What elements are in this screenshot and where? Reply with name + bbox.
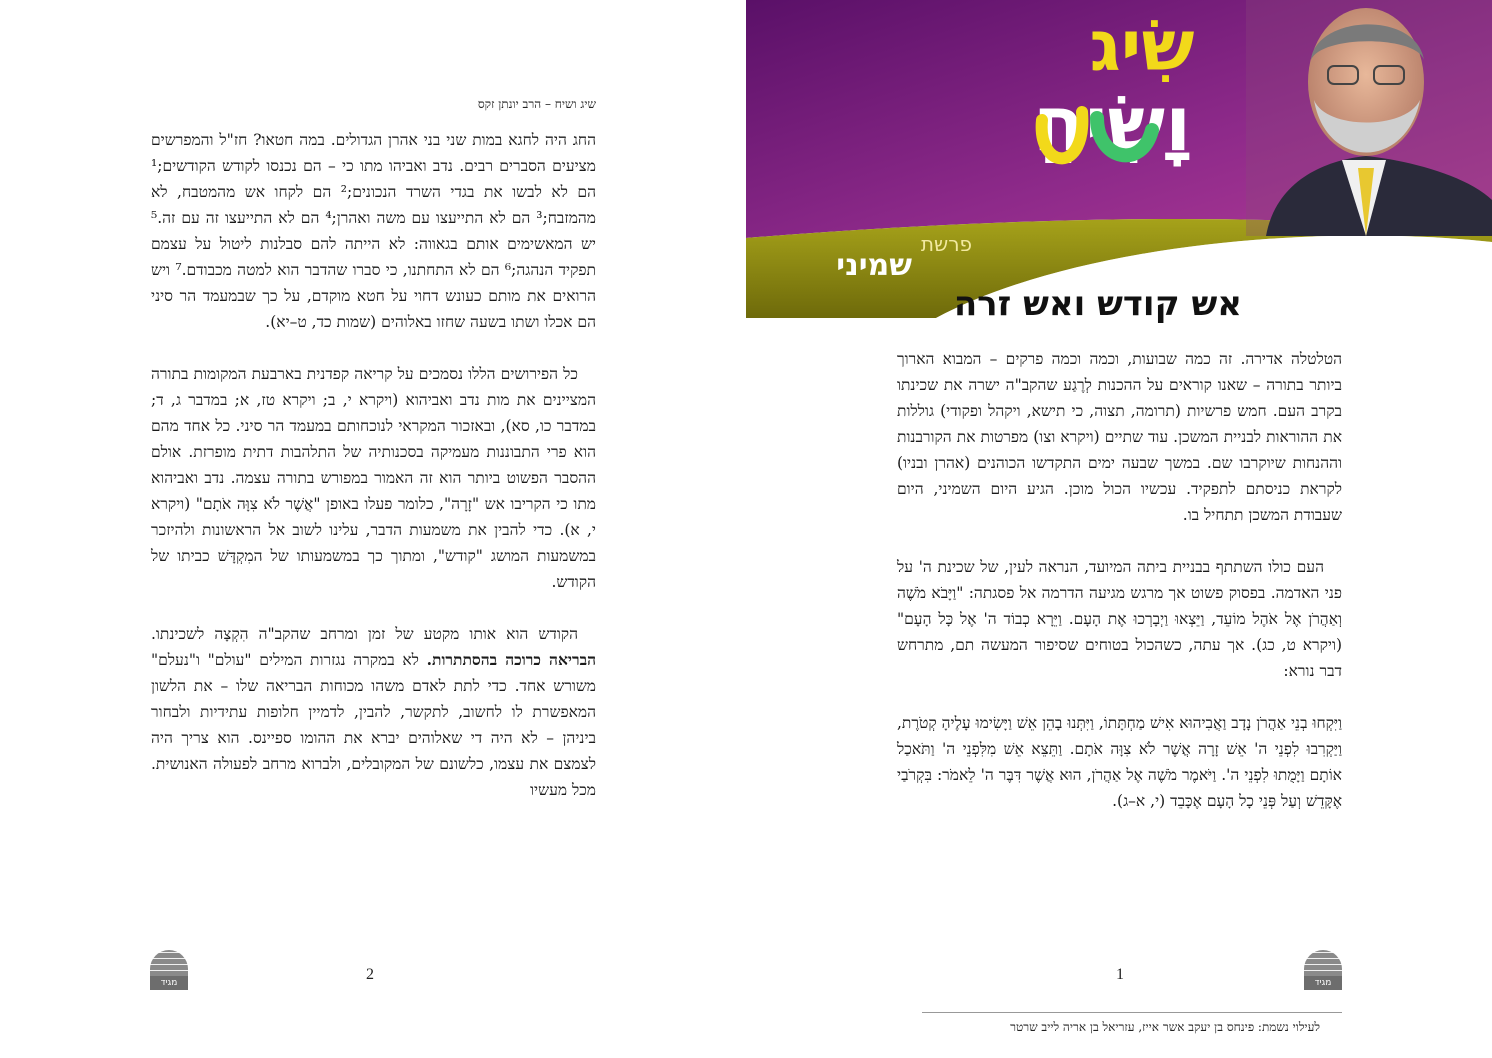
- paragraph-text: הקודש הוא אותו מקטע של זמן ומרחב שהקב"ה הִקְצָה לשכינתו.: [151, 625, 578, 643]
- series-title-logo: [1002, 0, 1222, 190]
- publisher-logo: [1304, 950, 1342, 990]
- paragraph: הטלטלה אדירה. זה כמה שבועות, וכמה וכמה פרקים – המבוא הארוך ביותר בתורה – שאנו קוראים על ההכנות לְרֶגַע שהקב"ה ישרה את שכינתו בקרב העם. חמש פרשיות (תרומה, תצוה, כי תישא, ויקהל ופקודי) גוללות את ההוראות לבניית המשכן. עוד שתיים (ויקרא וצו) מפרטות את הקורבנות וההנחות שיוקרבו שם. במשך שבעה ימים התקדשו הכוהנים (אהרן ובניו) לקראת כניסתם לתפקיד. עכשיו הכול מוכן. הגיע היום השמיני, היום שעבודת המשכן תתחיל בו.: [897, 350, 1342, 524]
- paragraph-text: לא במקרה נגזרות המילים "עולם" ו"נעלם" משורש אחד. כדי לתת לאדם משהו מכוחות הבריאה שלו – את הלשון המאפשרת לו לחשוב, לתקשר, להבין, לדמיין חלופות עתידיות ולבחור ביניהן – לא היה די שאלוהים יברא את ההומו ספיינס. הוא צריך היה לצמצם את עצמו, כלשונם של המקובלים, ולברוא מרחב לפעולה האנושית. מכל מעשיו: [151, 651, 596, 799]
- parasha-label: פרשת: [920, 232, 972, 256]
- paragraph: החג היה לחגא במות שני בני אהרן הגדולים. במה חטאו? חז"ל והמפרשים מציעים הסברים רבים. נדב ואביהו מתו כי – הם נכנסו לקודש הקודשים;¹ הם לא לבשו את בגדי השרד הנכונים;² הם לקחו אש מהמטבח, לא מהמזבח;³ הם לא התייעצו עם משה ואהרן;⁴ הם לא התייעצו זה עם זה.⁵ יש המאשימים אותם בגאווה: לא הייתה להם סבלנות ליטול על עצמם תפקיד הנהגה;⁶ הם לא התחתנו, כי סברו שהדבר הוא למטה מכבודם.⁷ ויש הרואים את מותם כעונש דחוי על חטא מוקדם, על כך שבמעמד הר סיני הם אכלו ושתו בשעה שחזו באלוהים (שמות כד, ט–יא).: [151, 131, 596, 331]
- page-number: 1: [1116, 966, 1124, 983]
- portrait-photo: [1246, 0, 1492, 236]
- arch-icon: [1304, 950, 1342, 976]
- scripture-quote: וַיִּקְחוּ בְנֵי אַהֲרֹן נָדָב וַאֲבִיהוּא אִישׁ מַחְתָּתוֹ, וַיִּתְּנוּ בָהֵן אֵשׁ וַיָּשִׂימוּ עָלֶיהָ קְטֹרֶת, וַיַּקְרִבוּ לִפְנֵי ה' אֵשׁ זָרָה אֲשֶׁר לֹא צִוָּה אֹתָם. וַתֵּצֵא אֵשׁ מִלִּפְנֵי ה' וַתֹּאכַל אוֹתָם וַיָּמֻתוּ לִפְנֵי ה'. וַיֹּאמֶר מֹשֶׁה אֶל אַהֲרֹן, הוּא אֲשֶׁר דִּבֶּר ה' לֵאמֹר: בִּקְרֹבַי אֶקָּדֵשׁ וְעַל פְּנֵי כָל הָעָם אֶכָּבֵד (י, א–ג).: [897, 714, 1342, 810]
- paragraph: [151, 621, 596, 803]
- paragraph: כל הפירושים הללו נסמכים על קריאה קפדנית בארבעת המקומות בתורה המציינים את מות נדב ואביהוא (ויקרא י, ב; ויקרא טז, א; במדבר ג, ד; במדבר כו, סא), ובאזכור המקראי לנוכחותם במעמד הר סיני. כל אחד מהם הוא פרי התבוננות מעמיקה בסכנותיה של התלהבות דתית מופרזת. אולם ההסבר הפשוט ביותר הוא זה האמור במפורש בתורה עצמה. נדב ואביהוא מתו כי הקריבו אש "זָרָה", כלומר פעלו באופן "אֲשֶׁר לֹא צִוָּה אֹתָם" (ויקרא י, א). כדי להבין את משמעות הדבר, עלינו לשוב אל הראשונות ולהיזכר במשמעות המושג "קודש", ומתוך כך במשמעותו של המִקְדָּשׁ כביתו של הקודש.: [151, 365, 596, 591]
- series-title-line2: וָשִׂיחַ: [1032, 79, 1192, 168]
- bold-phrase: הבריאה כרוכה בהסתתרות.: [426, 650, 596, 669]
- paragraph: העם כולו השתתף בבניית ביתה המיועד, הנראה לעין, של שכינת ה' על פני האדמה. בפסוק פשוט אך מרגש מגיעה הדרמה אל פסגתה: "וַיָּבֹא מֹשֶׁה וְאַהֲרֹן אֶל אֹהֶל מוֹעֵד, וַיֵּצְאוּ וַיְבָרְכוּ אֶת הָעָם. וַיֵּרָא כְבוֹד ה' אֶל כָּל הָעָם" (ויקרא ט, כג). אך עתה, כשהכול בטוחים שסיפור המעשה תם, מתרחש דבר נורא:: [897, 558, 1342, 680]
- parasha-name: שמיני: [836, 248, 912, 283]
- publisher-name: מגיד: [150, 976, 188, 990]
- dedication: לעילוי נשמת: פינחס בן יעקב אשר אייז, עזריאל בן אריה לייב שרטר: [1010, 1020, 1320, 1034]
- article-title: אש קודש ואש זרה: [953, 284, 1242, 324]
- page-number: 2: [366, 966, 374, 983]
- right-text-column: [897, 346, 1342, 840]
- running-head: שיג ושיח – הרב יונתן זקס: [477, 97, 596, 111]
- left-text-column: [151, 127, 596, 829]
- publisher-logo: [150, 950, 188, 990]
- right-page: [746, 0, 1492, 1058]
- series-title-line1: שִׂיג: [1089, 5, 1195, 87]
- arch-icon: [150, 950, 188, 976]
- footer-rule: [922, 1012, 1342, 1013]
- publisher-name: מגיד: [1304, 976, 1342, 990]
- header-banner: [746, 0, 1492, 320]
